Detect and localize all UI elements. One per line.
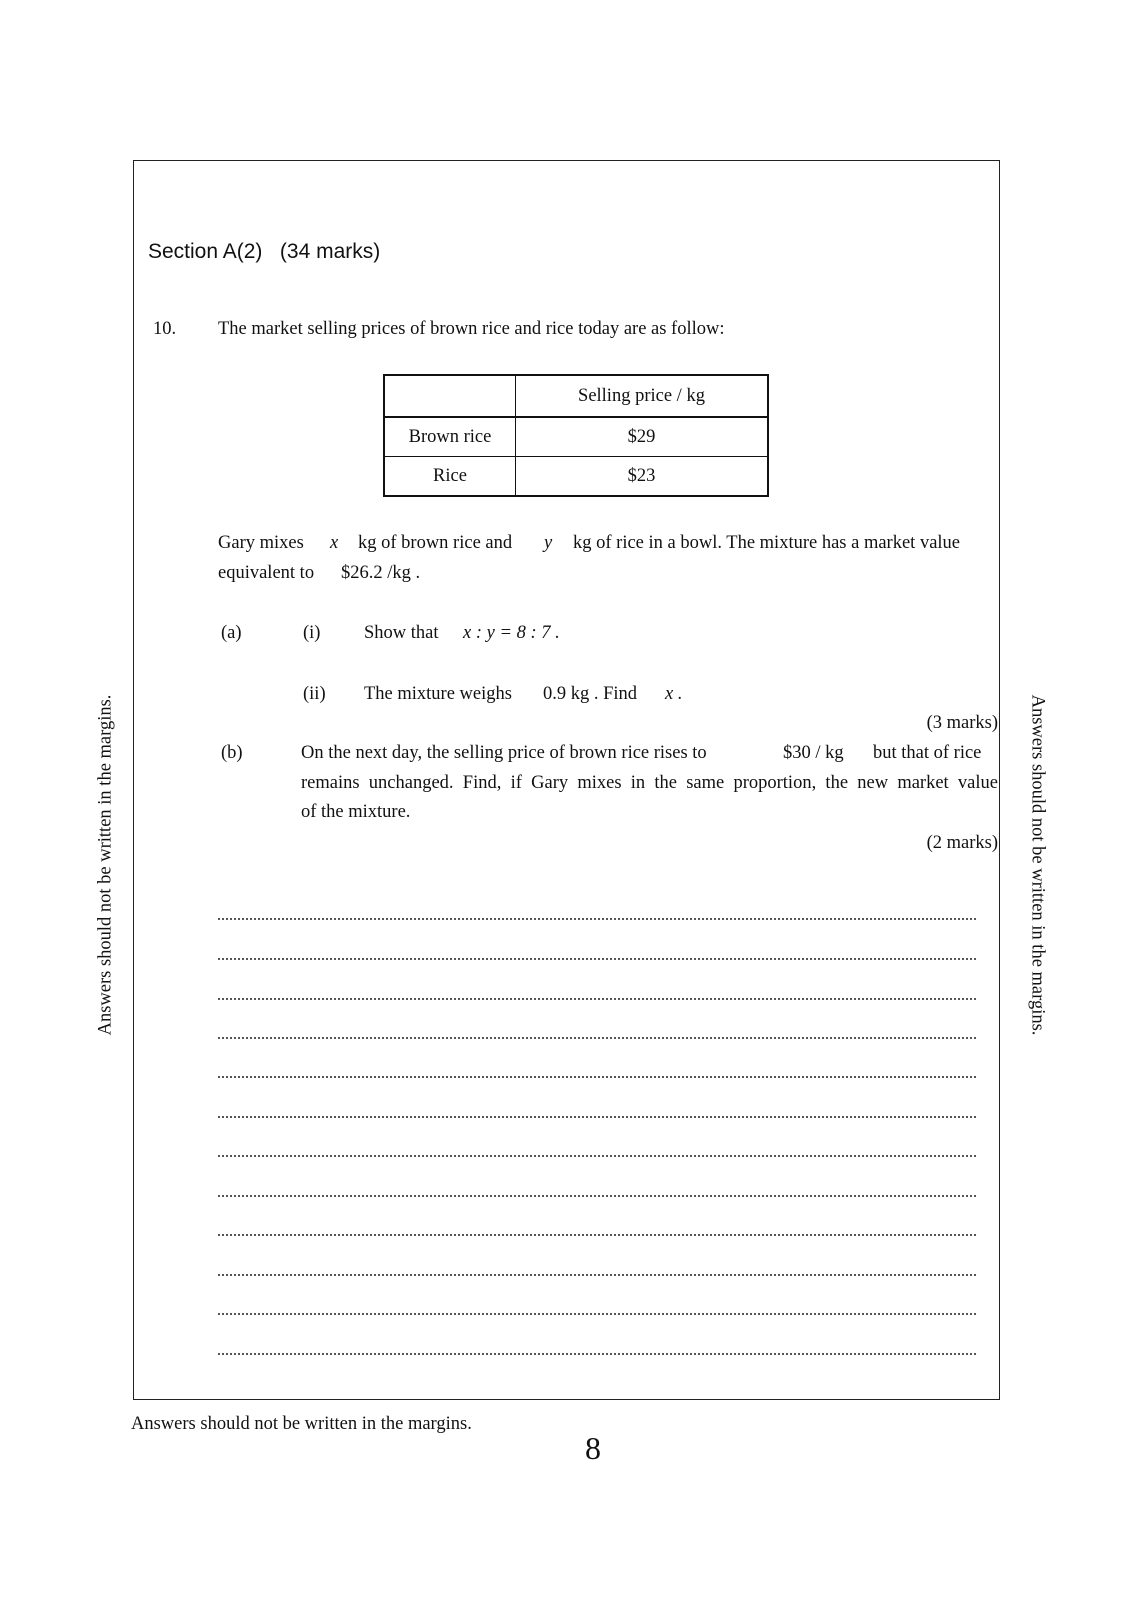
answer-line[interactable] (218, 998, 976, 1000)
part-a-ii-value: 0.9 kg . Find (543, 684, 638, 704)
part-a-i-math: x : y = 8 : 7 . (463, 623, 560, 643)
answer-line[interactable] (218, 1274, 976, 1276)
table-cell-price: $29 (516, 417, 769, 457)
price-table (383, 374, 769, 497)
part-a-ii-label: (ii) (303, 684, 326, 704)
mix-text-4: equivalent to (218, 563, 315, 583)
question-number: 10. (153, 319, 177, 339)
part-b-marks: (2 marks) (926, 833, 998, 853)
answer-line[interactable] (218, 1353, 976, 1355)
mix-text-3: kg of rice in a bowl. The mixture has a market value (573, 533, 961, 553)
part-b-price: $30 / kg (783, 743, 844, 763)
mix-text-1: Gary mixes (218, 533, 304, 553)
answer-line[interactable] (218, 1155, 976, 1157)
part-a-i-text: Show that (364, 623, 439, 643)
section-title: Section A(2) (148, 240, 263, 263)
answer-line[interactable] (218, 1076, 976, 1078)
part-a-i-label: (i) (303, 623, 321, 643)
part-a-marks: (3 marks) (926, 713, 998, 733)
answer-line[interactable] (218, 1037, 976, 1039)
answer-line[interactable] (218, 1116, 976, 1118)
part-a-ii-text: The mixture weighs (364, 684, 512, 704)
table-row (384, 457, 768, 497)
mix-value: $26.2 /kg . (341, 563, 421, 583)
left-margin-note: Answers should not be written in the margins. (95, 694, 116, 1036)
part-b-label: (b) (221, 743, 243, 763)
answer-line[interactable] (218, 918, 976, 920)
answer-line[interactable] (218, 958, 976, 960)
part-b-line3: of the mixture. (301, 802, 411, 822)
table-header-row (384, 375, 768, 417)
part-a-ii-var: x . (665, 684, 683, 704)
mix-text-2: kg of brown rice and (358, 533, 513, 553)
answer-line[interactable] (218, 1234, 976, 1236)
table-cell-item: Brown rice (384, 417, 516, 457)
right-margin-note: Answers should not be written in the margins. (1027, 694, 1048, 1036)
table-header-cell (384, 375, 516, 417)
table-cell-item: Rice (384, 457, 516, 497)
page-number: 8 (585, 1430, 601, 1466)
bottom-margin-note: Answers should not be written in the margins. (131, 1414, 472, 1434)
part-a-label: (a) (221, 623, 242, 643)
table-cell-price: $23 (516, 457, 769, 497)
table-row (384, 417, 768, 457)
part-b-line1a: On the next day, the selling price of brown rice rises to (301, 743, 707, 763)
var-x: x (330, 533, 339, 553)
var-y: y (544, 533, 553, 553)
question-intro: The market selling prices of brown rice and rice today are as follow: (218, 319, 725, 339)
answer-line[interactable] (218, 1195, 976, 1197)
part-b-line1c: but that of rice (873, 743, 982, 763)
table-header-cell: Selling price / kg (516, 375, 769, 417)
answer-line[interactable] (218, 1313, 976, 1315)
section-heading (148, 240, 380, 264)
section-marks: (34 marks) (279, 240, 381, 263)
part-b-line2: remains unchanged. Find, if Gary mixes in the same proportion, the new market value (301, 773, 998, 793)
